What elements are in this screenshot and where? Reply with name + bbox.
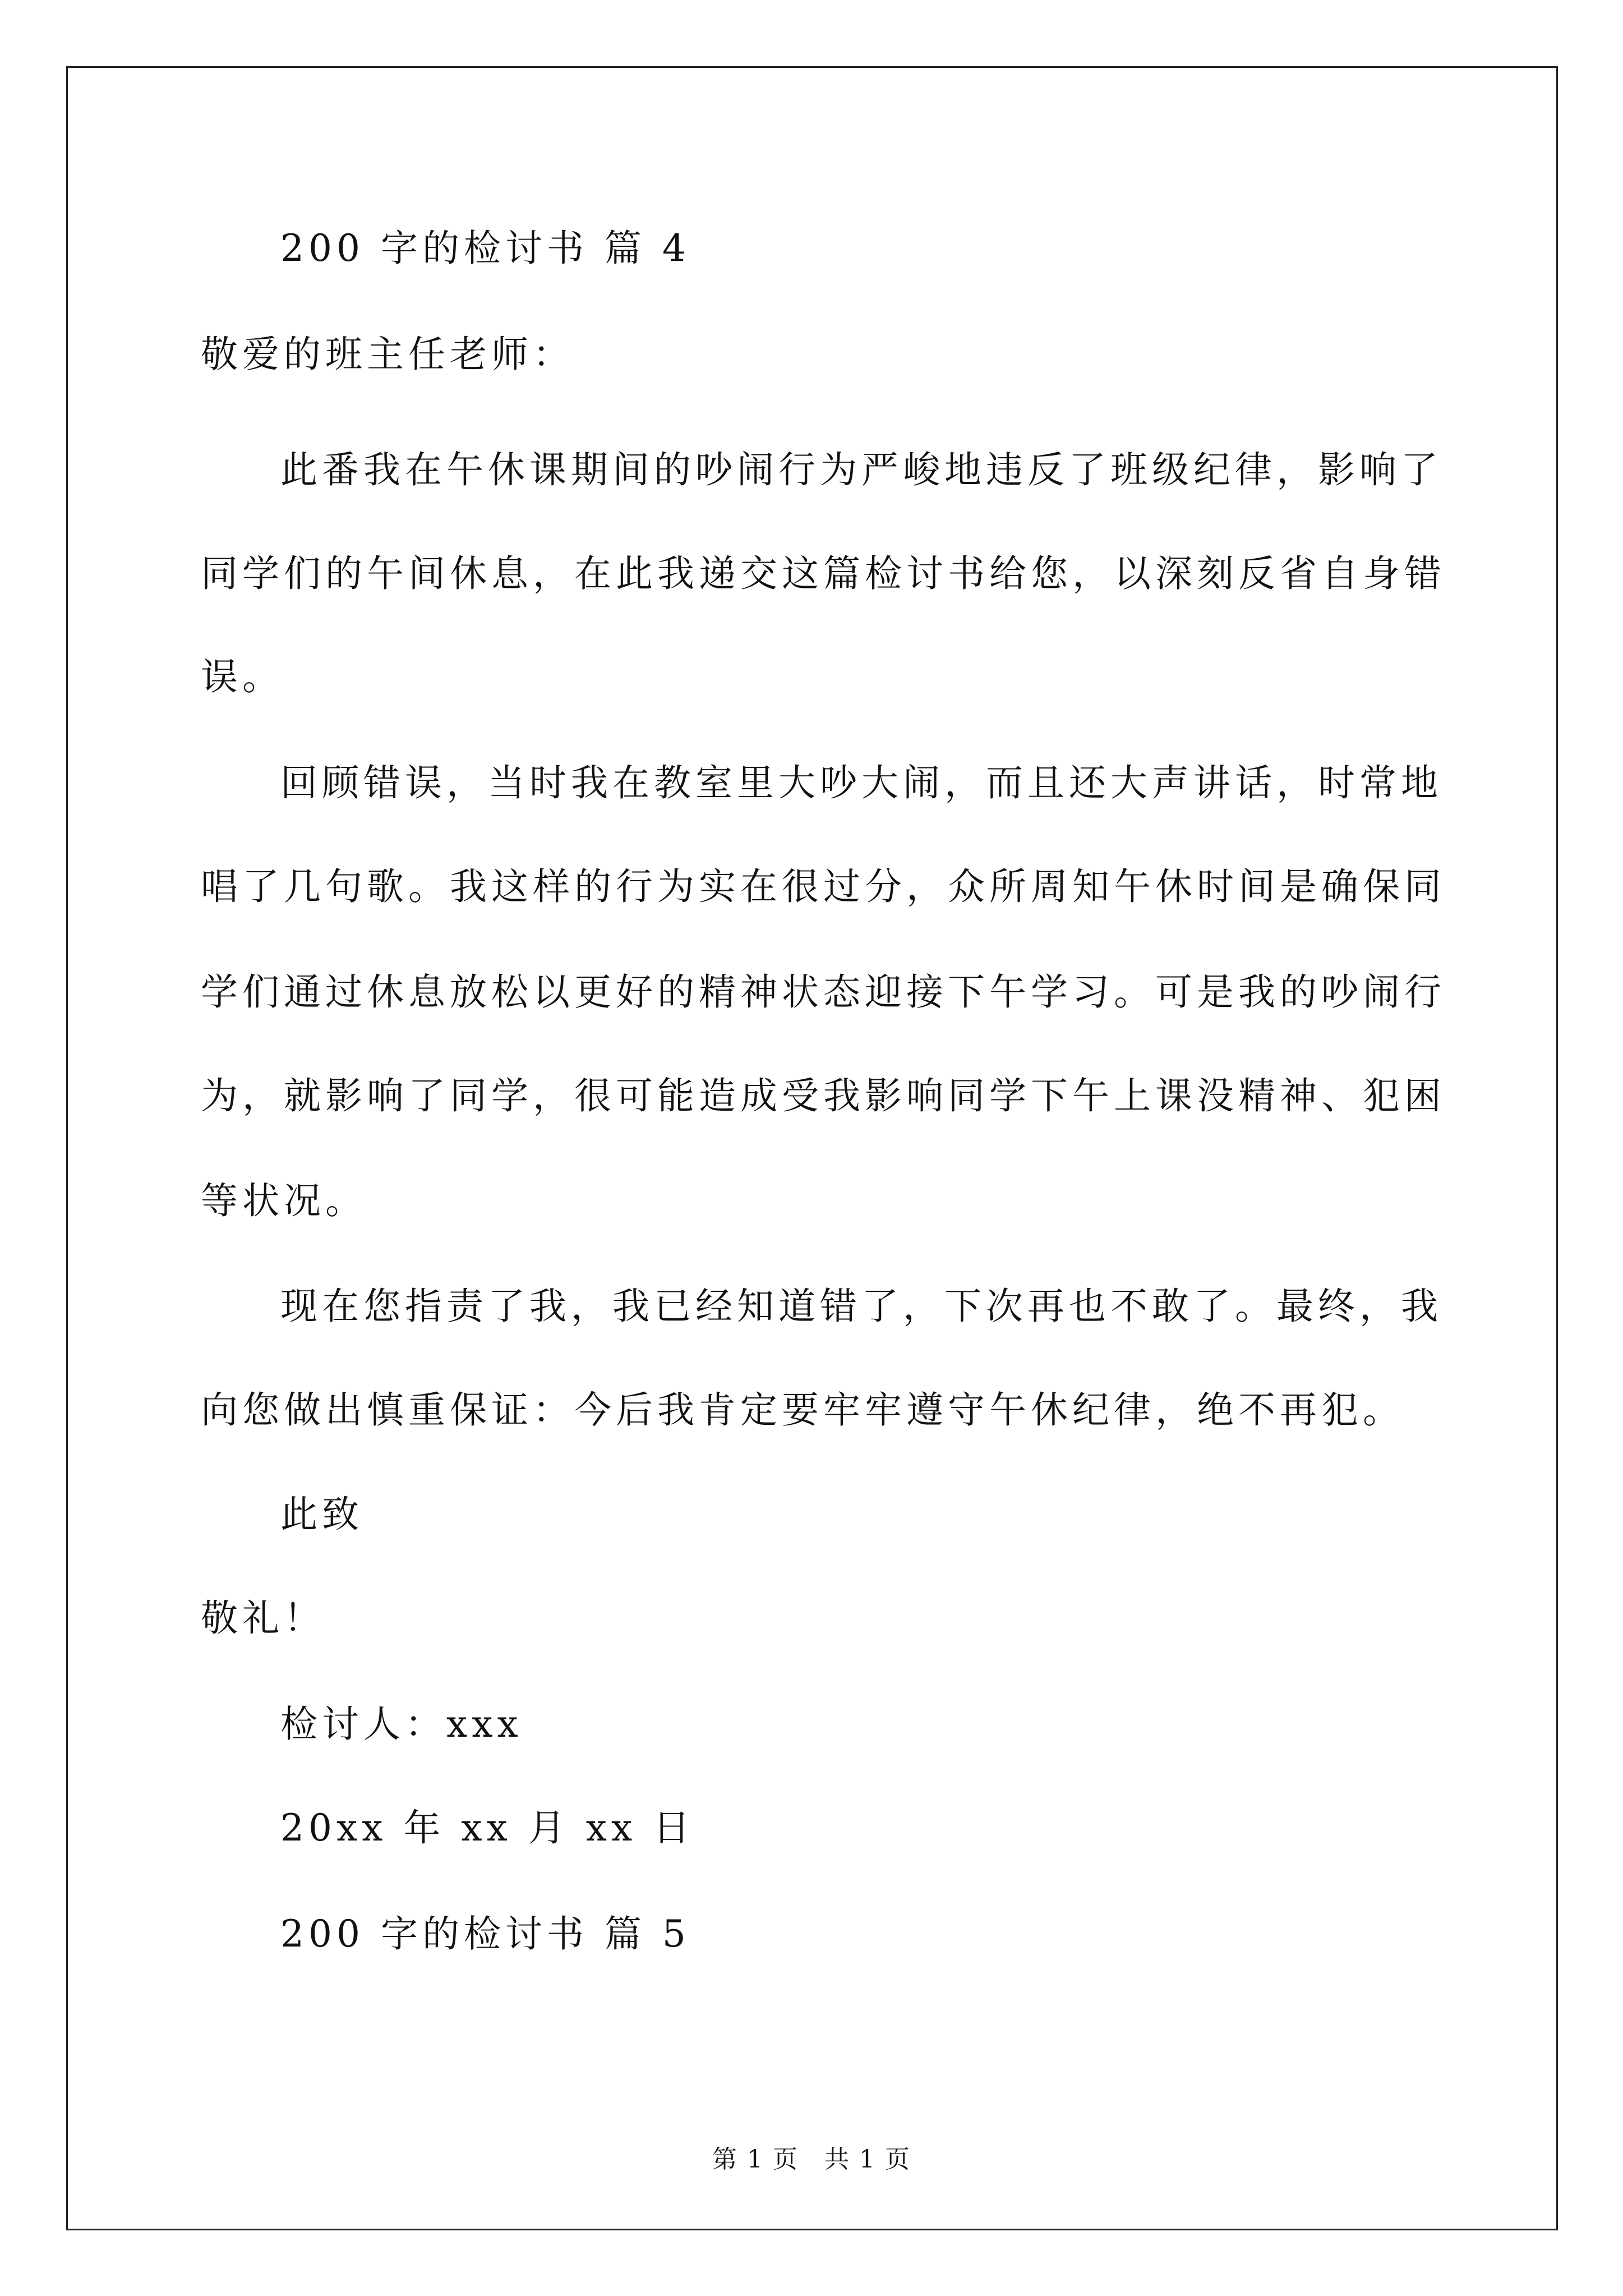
paragraph-2-line-3: 学们通过休息放松以更好的精神状态迎接下午学习。可是我的吵闹行	[201, 970, 1446, 1014]
page-border	[66, 66, 1558, 2230]
section-title-4: 200 字的检讨书 篇 4	[280, 227, 690, 270]
paragraph-1-line-2: 同学们的午间休息，在此我递交这篇检讨书给您，以深刻反省自身错	[201, 552, 1446, 595]
date: 20xx 年 xx 月 xx 日	[280, 1806, 695, 1849]
paragraph-2-line-4: 为，就影响了同学，很可能造成受我影响同学下午上课没精神、犯困	[201, 1074, 1446, 1117]
paragraph-2-line-2: 唱了几句歌。我这样的行为实在很过分，众所周知午休时间是确保同	[201, 865, 1446, 908]
paragraph-1-line-3: 误。	[201, 655, 284, 698]
closing-cizhi: 此致	[280, 1493, 363, 1536]
page-footer: 第 1 页 共 1 页	[712, 2145, 911, 2174]
section-title-5: 200 字的检讨书 篇 5	[280, 1912, 690, 1955]
closing-jingli: 敬礼！	[201, 1596, 325, 1640]
paragraph-2-line-1: 回顾错误，当时我在教室里大吵大闹，而且还大声讲话，时常地	[280, 761, 1442, 804]
paragraph-3-line-2: 向您做出慎重保证：今后我肯定要牢牢遵守午休纪律，绝不再犯。	[201, 1388, 1404, 1432]
signer: 检讨人：xxx	[280, 1703, 523, 1746]
salutation: 敬爱的班主任老师：	[201, 333, 574, 376]
paragraph-2-line-5: 等状况。	[201, 1179, 367, 1222]
paragraph-1-line-1: 此番我在午休课期间的吵闹行为严峻地违反了班级纪律，影响了	[280, 448, 1442, 491]
paragraph-3-line-1: 现在您指责了我，我已经知道错了，下次再也不敢了。最终，我	[280, 1285, 1442, 1328]
